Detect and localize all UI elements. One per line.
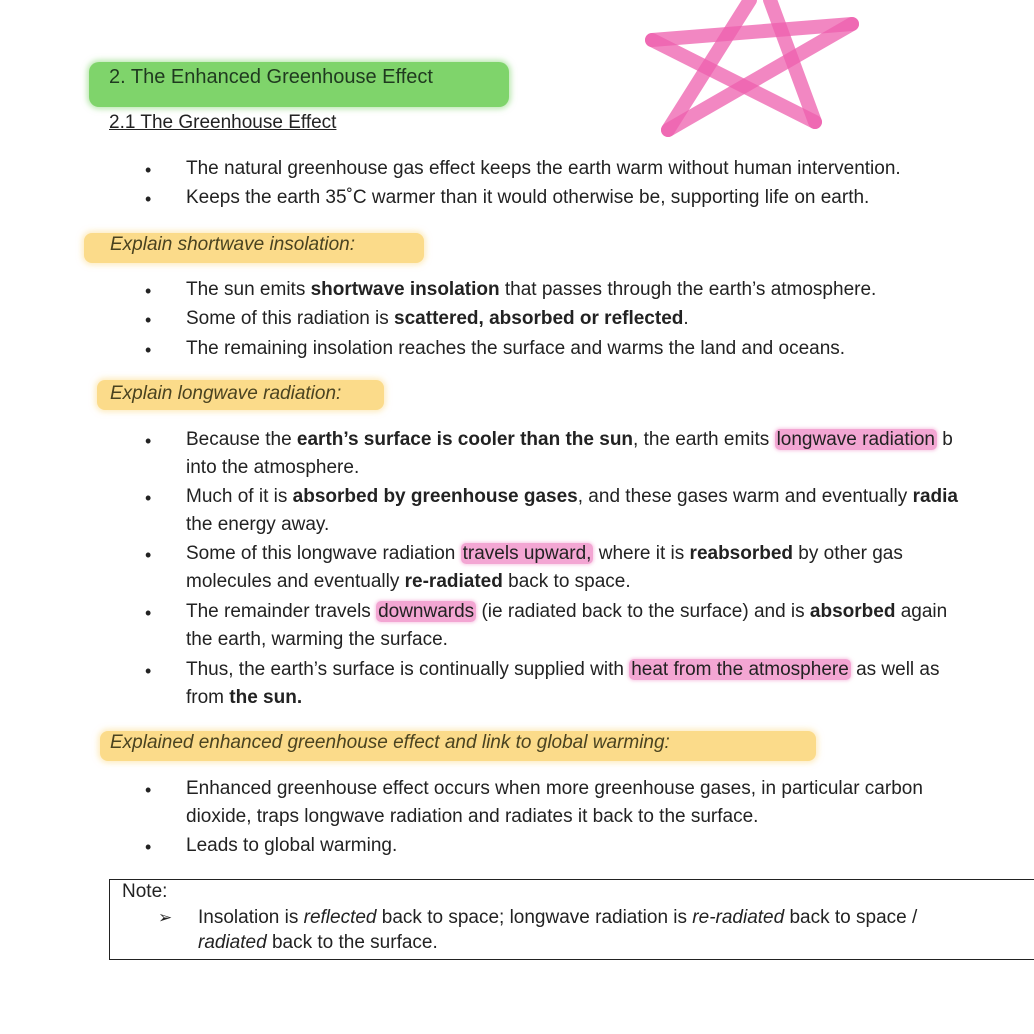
page-title: 2. The Enhanced Greenhouse Effect [109,66,433,88]
longwave-bullet-cont: the energy away. [186,514,330,535]
bullet-icon: • [145,780,152,800]
note-line: Insolation is reflected back to space; longwave radiation is re-radiated back to space / [198,907,918,928]
intro-line: Keeps the earth 35˚C warmer than it would otherwise be, supporting life on earth. [186,187,870,208]
bullet-icon: • [145,431,152,451]
shortwave-heading: Explain shortwave insolation: [110,234,356,255]
pink-highlight: heat from the atmosphere [631,659,849,680]
longwave-bullet-cont: molecules and eventually re-radiated back to space. [186,571,631,592]
pink-highlight: downwards [378,601,475,622]
pink-highlight: travels upward, [462,543,592,564]
bullet-icon: • [145,488,152,508]
bullet-icon: • [145,837,152,857]
shortwave-bullet: The sun emits shortwave insolation that passes through the earth’s atmosphere. [186,279,877,300]
longwave-bullet-cont: into the atmosphere. [186,457,360,478]
bullet-icon: • [145,661,152,681]
intro-line: The natural greenhouse gas effect keeps the earth warm without human intervention. [186,158,901,179]
bullet-icon: • [145,281,152,301]
bullet-icon: • [145,340,152,360]
bullet-icon: • [145,603,152,623]
pink-highlight: longwave radiation [776,429,936,450]
longwave-bullet: Some of this longwave radiation travels upward, where it is reabsorbed by other gas [186,543,903,564]
note-label: Note: [122,881,168,902]
bullet-icon: • [145,189,152,209]
bullet-icon: • [145,160,152,180]
bullet-icon: • [145,310,152,330]
longwave-heading: Explain longwave radiation: [110,383,342,404]
bullet-icon: • [145,545,152,565]
shortwave-bullet: Some of this radiation is scattered, absorbed or reflected. [186,308,689,329]
enhanced-heading: Explained enhanced greenhouse effect and link to global warming: [110,732,670,753]
enhanced-bullet-cont: dioxide, traps longwave radiation and radiates it back to the surface. [186,806,759,827]
enhanced-bullet: Leads to global warming. [186,835,398,856]
section-subtitle: 2.1 The Greenhouse Effect [109,112,337,133]
longwave-bullet: Much of it is absorbed by greenhouse gases, and these gases warm and eventually radia [186,486,958,507]
arrow-bullet-icon: ➢ [158,908,173,927]
longwave-bullet-cont: the earth, warming the surface. [186,629,448,650]
longwave-bullet: The remainder travels downwards (ie radiated back to the surface) and is absorbed again [186,601,948,622]
star-doodle-icon [640,0,870,150]
longwave-bullet: Thus, the earth’s surface is continually supplied with heat from the atmosphere as well as [186,659,940,680]
longwave-bullet: Because the earth’s surface is cooler than the sun, the earth emits longwave radiation b [186,429,953,450]
note-line: radiated back to the surface. [198,932,438,953]
shortwave-bullet: The remaining insolation reaches the surface and warms the land and oceans. [186,338,846,359]
enhanced-bullet: Enhanced greenhouse effect occurs when more greenhouse gases, in particular carbon [186,778,923,799]
longwave-bullet-cont: from the sun. [186,687,303,708]
